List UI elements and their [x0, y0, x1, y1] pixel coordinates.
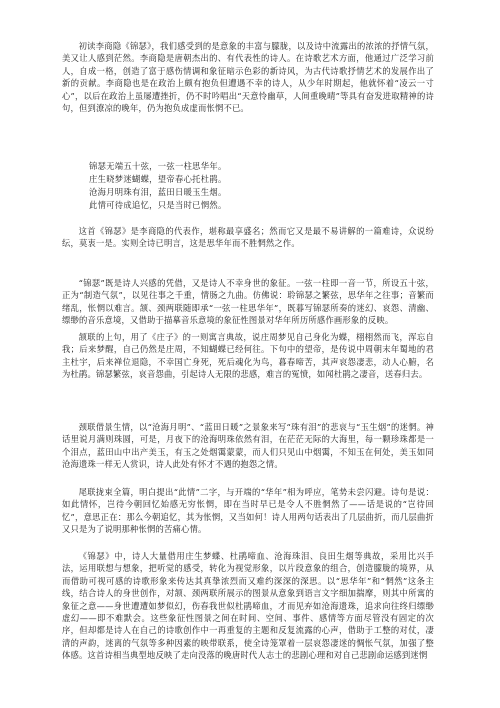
paragraph-summary: 《锦瑟》中，诗人大量借用庄生梦蝶、杜鹃啼血、沧海珠泪、良田生烟等典故，采用比兴手法，运用联想与想象，把听觉的感受，转化为视觉形象，以片段意象的组合，创造朦胧的境界，从而借助可视可感的诗歌形象来传达其真挚浓烈而又难约深深的深思。以“思华年”和“惘然”这条主线，结合诗人的身世创作，对颔、颈两联所展示的图景从意象到语言文字细加揣摩，则其中所寓的象征之意——身世遭遭如梦似幻，伤春我世似杜鹃啼血，才而见弃如沧海遗珠，追求向往终归缥缈虚幻——即不难默会。这些象征性图景之间在时间、空间、事件、感情等方面尽管没有固定的次序，但却都是诗人在自己的诗歌创作中一再重复的主题和反复流露的心声，借助于工整的对仗，凄清的声韵，迷离的气氛等多种因素的映带联系，使全诗笼罩着一层哀怨凄迷的惆怅气氛，加强了整体感。这首诗相当典型地反映了走向没落的晚唐时代人志士的悲剧心理和对自己悲剧命运感到迷惘 — [62, 551, 434, 661]
poem-line: 庄生晓梦迷蝴蝶，望帝春心托杜鹃。 — [89, 174, 227, 184]
paragraph-jinse-symbol: “锦瑟”既是诗人兴感的凭借，又是诗人不幸身世的象征。一弦一柱即一音一节，所设五十弦，正为“制造气氛”，以见往事之千重，情肠之九曲。仿佛说：聆锦瑟之繁弦，思华年之往事；音繁而绪乱，怅惘以难言。颔、颈两联随即承“一弦一柱思华年”，既暮写锦瑟所奏的迷幻、哀怨、清幽、缥缈的音乐意境，又借助于描摹音乐意境的象征性图景对华年所历所感作画形象的反映。 — [62, 278, 434, 326]
poem-line: 锦瑟无端五十弦，一弦一柱思华年。 — [89, 161, 227, 171]
paragraph-overview: 这首《锦瑟》是李商隐的代表作，堪称最享盛名；然而它又是最不易讲解的一篇难诗，众说纷纭，莫衷一是。实则全诗已明言，这是思华年而不胜惘然之作。 — [62, 226, 434, 249]
paragraph-intro: 初读李商隐《锦瑟》，我们感受到的是意象的丰富与朦胧，以及诗中流露出的浓浓的抒情气氛，美又让人感到茫然。李商隐是唐朝杰出的、有代表性的诗人。在诗歌艺术方面，他通过广泛学习前人，自成一格，创造了富于感伤情调和象征暗示色彩的新诗风，为古代诗歌抒情艺术的发展作出了新的贡献。李商隐也是在政治上颇有抱负但遭遇不幸的诗人，从少年时期起，他就怀着“凌云一寸心”，以后在政治上虽屡遭挫折，仍不时吟唱出“天意怜幽草，人间重晚晴”等具有奋发进取精神的诗句，但到潦凉的晚年，仍为抱负成虚而怅惘不已。 — [62, 41, 434, 114]
poem-line: 沧海月明珠有泪，蓝田日暖玉生烟。 — [89, 187, 227, 197]
paragraph-weilian: 尾联拢束全篇，明白提出“此情”二字，与开端的“华年”相为呼应，笔势未尝闪避。诗句是说：如此情怀，岂待今朝回忆始感无穷怅惘，即在当时早已是令人不胜惘然了——话是说的“岂待回忆”，意思正在：那么今朝追忆，其为怅惘，又当如何！诗人用两句话表出了几层曲折，而几层曲折又只是为了说明那种怅惘的苦痛心情。 — [62, 487, 434, 535]
poem-line: 此情可待成追忆，只是当时已惘然。 — [89, 200, 227, 210]
paragraph-hanlian: 颔联的上句，用了《庄子》的一则寓言典故，说庄周梦见自己身化为蝶，栩栩然而飞，浑忘自我；后来梦醒，自己仍然是庄周，不知蝴蝶已经何往。下句中的望帝，是传说中周朝末年蜀地的君主杜宇，后来禅位退隐，不幸国亡身死，死后魂化为鸟，暮春啼苦，其声哀怨凄悲，动人心腑，名为杜鹃。锦瑟繁弦，哀音怨曲，引起诗人无限的悲感，难言的冤愤，如闻杜鹃之凄音，送春归去。 — [62, 332, 434, 380]
poem-block — [89, 160, 227, 212]
paragraph-jinglian: 颈联借景生情，以“沧海月明”、“蓝田日暖”之景象来写“珠有泪”的悲哀与“玉生烟”的迷惘。神话里说月满则珠圆，可是，月夜下的沧海明珠依然有泪，在茫茫无际的大海里，每一颗珍珠都是一个泪点，蓝田山中出产美玉，有玉之处烟霭蒙蒙，而人们只见山中烟霭，不知玉在何处，美玉如同沧海遗珠一样无人赏识，诗人此处有怀才不遇的抱怨之情。 — [62, 422, 434, 470]
